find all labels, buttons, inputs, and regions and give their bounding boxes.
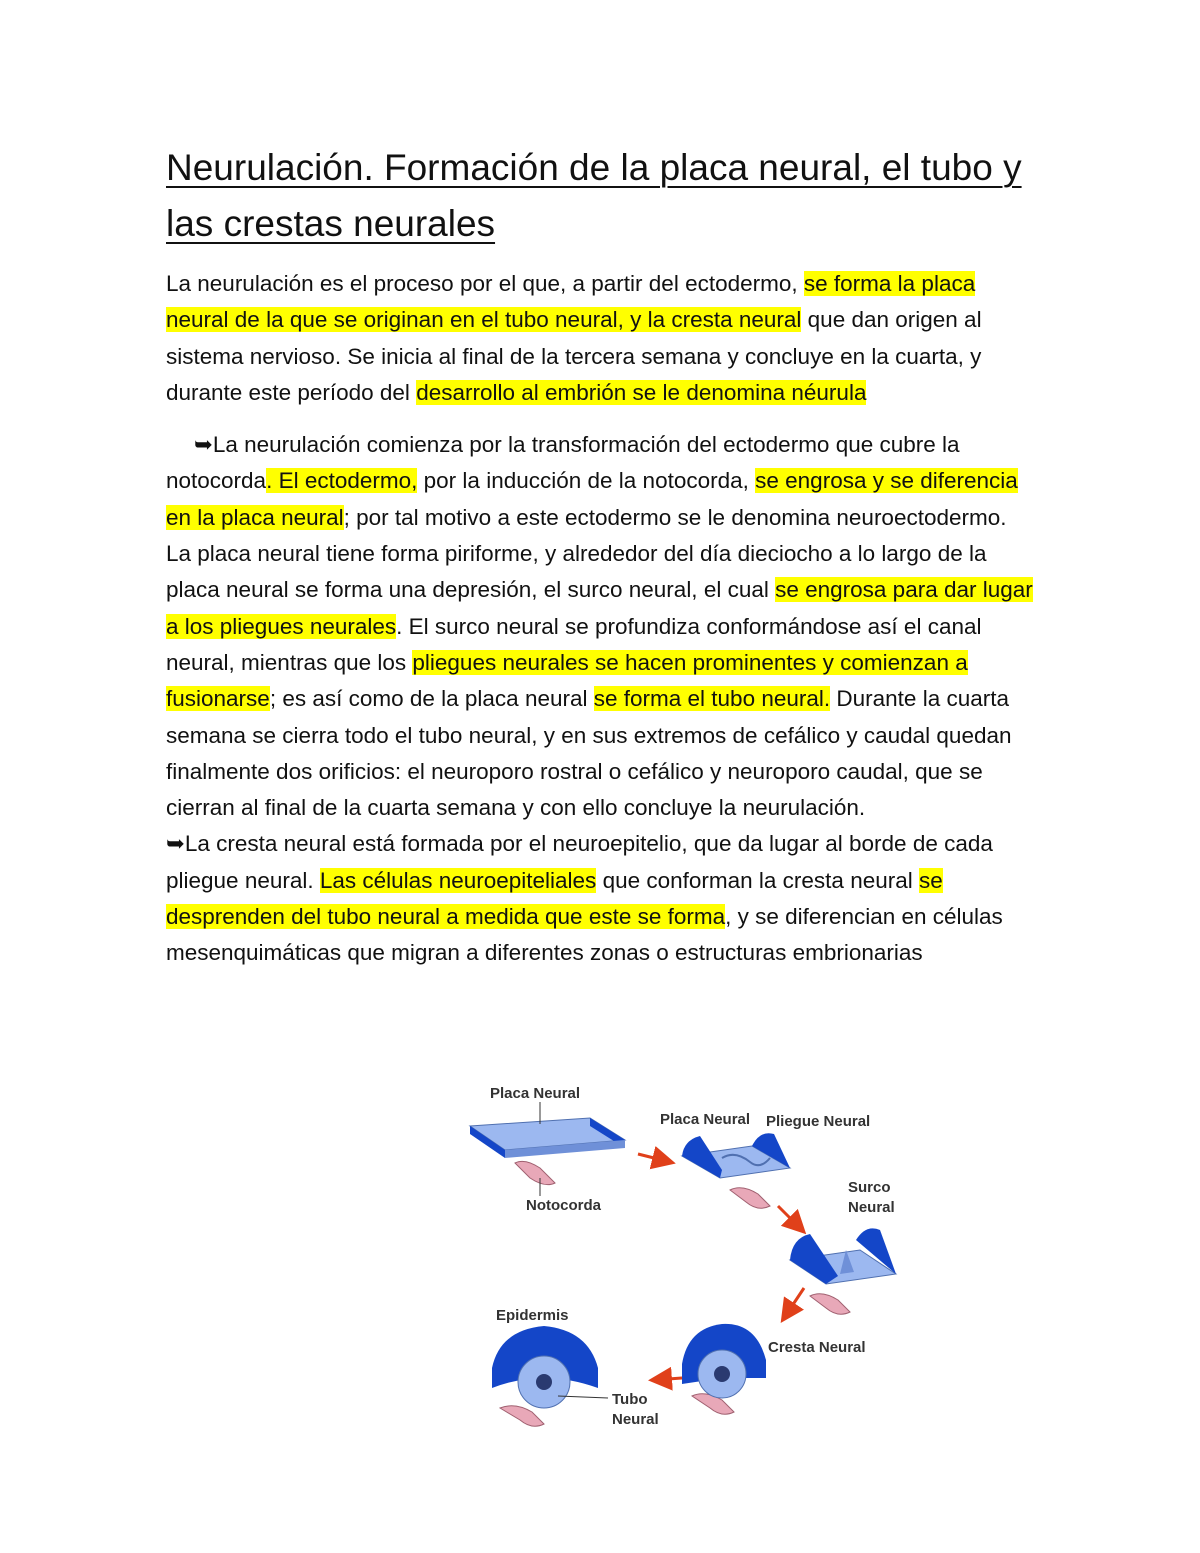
notochord-shape <box>515 1161 555 1184</box>
text-run: ; por tal motivo a este ectodermo se le denomina neuroectodermo. La placa neural tiene forma piriforme, y alrededor del día dieciocho a lo largo de la placa neural se forma una depresión, el surco neural, el cual <box>166 504 1007 603</box>
paragraph-intro <box>166 266 1036 411</box>
label-notocorda: Notocorda <box>526 1197 601 1214</box>
text-run: , y se diferencian en células mesenquimáticas que migran a diferentes zonas o estructuras embrionarias <box>166 904 1003 966</box>
label-pliegue-neural: Pliegue Neural <box>766 1113 871 1130</box>
text-run: que dan origen al sistema nervioso. Se inicia al final de la tercera semana y concluye en la cuarta, y durante este período del <box>166 307 982 405</box>
label-neural-surco: Neural <box>848 1199 895 1216</box>
arrow-bullet-icon: ➥ <box>194 432 213 458</box>
label-neural-tubo: Neural <box>612 1411 659 1428</box>
neurulation-diagram <box>460 1078 910 1458</box>
label-placa-neural-2: Placa Neural <box>660 1111 751 1128</box>
arrow-2 <box>778 1206 802 1230</box>
text-run: que conforman la cresta neural <box>596 867 919 893</box>
label-tubo: Tubo <box>612 1391 648 1408</box>
stage-neural-tube <box>492 1326 598 1426</box>
arrow-4 <box>654 1378 682 1380</box>
arrow-bullet-icon: ➥ <box>166 831 185 857</box>
highlighted-text: se desprenden del tubo neural a medida que este se forma <box>166 867 943 930</box>
highlighted-text: se engrosa para dar lugar a los pliegues neurales <box>166 577 1033 639</box>
neurulation-diagram-svg <box>460 1078 910 1458</box>
stage-neural-crest <box>682 1324 766 1414</box>
text-run: La neurulación es el proceso por el que, a partir del ectodermo, <box>166 271 804 296</box>
text-run: Durante la cuarta semana se cierra todo el tubo neural, y en sus extremos de cefálico y caudal quedan finalmente dos orificios: el neuroporo rostral o cefálico y neuroporo caudal, que se cierran al final de la cuarta semana y con ello concluye la neurulación. <box>166 686 1012 821</box>
label-epidermis: Epidermis <box>496 1307 569 1324</box>
label-placa-neural-1: Placa Neural <box>490 1085 581 1102</box>
highlighted-text: Las células neuroepiteliales <box>319 867 597 893</box>
text-run: La neurulación comienza por la transformación del ectodermo que cubre la notocorda <box>166 432 960 494</box>
highlighted-text: desarrollo al embrión se le denomina néurula <box>416 379 867 405</box>
arrow-3 <box>784 1288 804 1318</box>
label-surco: Surco <box>848 1179 891 1196</box>
text-run: por la inducción de la notocorda, <box>417 468 756 494</box>
paragraph-neurulation <box>166 427 1036 826</box>
text-run: La cresta neural está formada por el neuroepitelio, que da lugar al borde de cada pliegue neural. <box>166 831 993 893</box>
arrow-1 <box>638 1154 670 1162</box>
paragraph-neural-crest <box>166 826 1036 971</box>
stage-neural-folds <box>682 1133 790 1208</box>
highlighted-text: se forma la placa neural de la que se originan en el tubo neural, y la cresta neural <box>166 271 976 333</box>
highlighted-text: se engrosa y se diferencia en la placa neural <box>166 468 1018 530</box>
label-cresta-neural: Cresta Neural <box>768 1339 866 1356</box>
text-run: . El surco neural se profundiza conformándose así el canal neural, mientras que los <box>166 613 982 675</box>
stage-neural-plate <box>470 1118 625 1185</box>
document-page <box>166 140 1036 972</box>
highlighted-text: se forma el tubo neural. <box>593 686 831 712</box>
text-run: ; es así como de la placa neural <box>269 686 594 712</box>
page-title: Neurulación. Formación de la placa neural, el tubo y las crestas neurales <box>166 147 1022 244</box>
highlighted-text: . El ectodermo, <box>266 468 418 494</box>
highlighted-text: pliegues neurales se hacen prominentes y comienzan a fusionarse <box>166 649 968 712</box>
stage-neural-groove <box>790 1228 896 1314</box>
